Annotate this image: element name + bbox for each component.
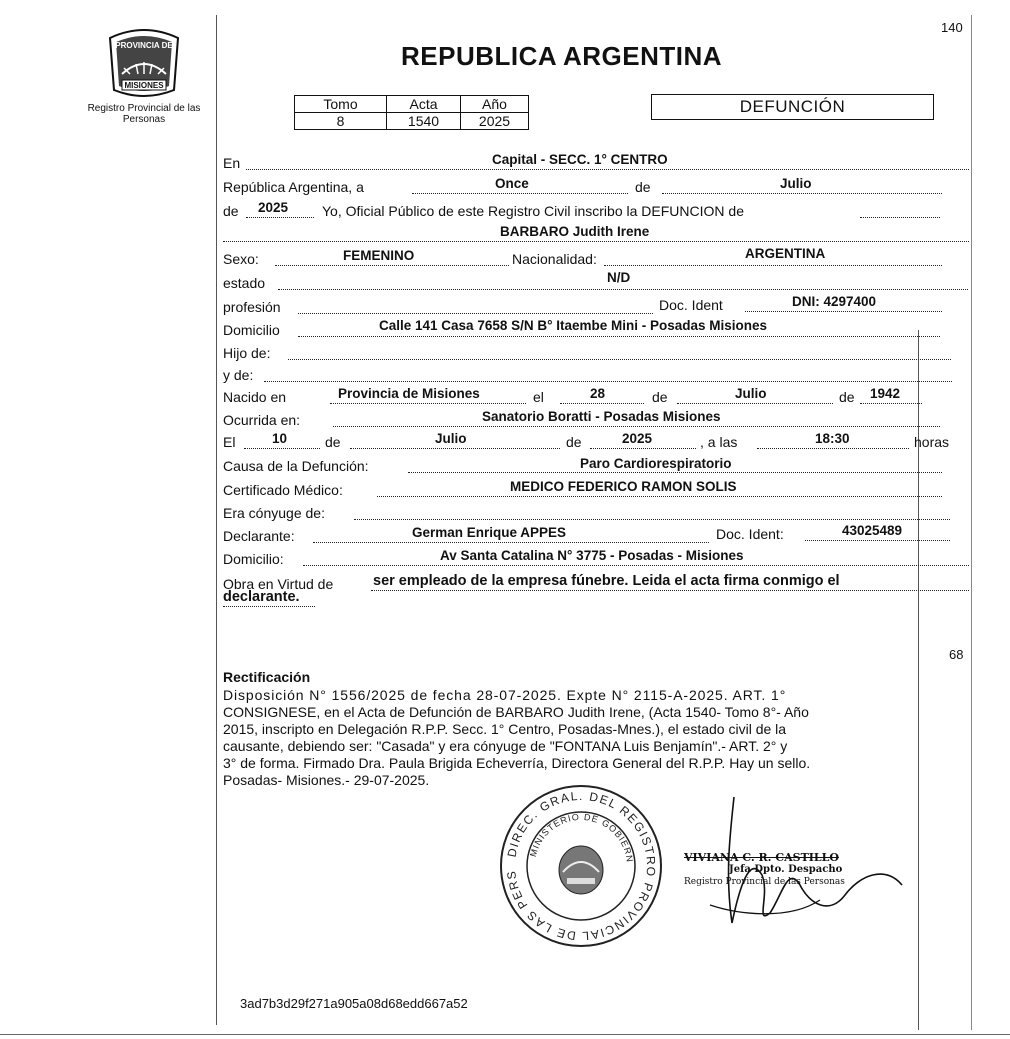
line-death-time [757,447,909,449]
label-obra: Obra en Virtud de [223,576,334,592]
line-en [246,168,969,170]
value-death-year: 2025 [622,431,653,446]
value-nacionalidad: ARGENTINA [745,246,826,261]
rectificacion-line-4: causante, debiendo ser: "Casada" y era cónyuge de "FONTANA Luis Benjamín".- ART. 2° y [223,738,788,754]
label-certificado: Certificado Médico: [223,482,343,498]
label-doc2: Doc. Ident: [716,526,784,542]
label-de-death-year: de [566,434,582,450]
label-domicilio2: Domicilio: [223,551,284,567]
value-declarante: German Enrique APPES [412,525,567,540]
value-birth-year: 1942 [870,386,901,401]
value-obra-1: ser empleado de la empresa fúnebre. Leida el acta firma conmigo el [373,573,840,589]
value-month: Julio [780,176,812,191]
value-en: Capital - SECC. 1° CENTRO [492,152,668,167]
value-tomo: 8 [295,113,387,130]
header-tomo: Tomo [295,96,387,113]
rectificacion-line-1: Disposición N° 1556/2025 de fecha 28-07-2025. Expte N° 2115-A-2025. ART. 1° [223,687,787,703]
line-yde [264,380,952,382]
label-el-birth: el [533,389,544,405]
bottom-edge-line [0,1034,1010,1035]
value-domicilio2: Av Santa Catalina N° 3775 - Posadas - Misiones [440,548,744,563]
value-deceased-name: BARBARO Judith Irene [500,224,650,239]
line-sexo [275,264,509,266]
line-birth-day [560,402,644,404]
seal-inner-text: MINISTERIO DE GOBIERN [527,811,635,864]
label-sexo: Sexo: [223,251,259,267]
rectificacion-body [223,687,970,789]
line-obra-2 [223,605,315,607]
page-number-top: 140 [941,20,963,35]
document-hash: 3ad7b3d29f271a905a08d68edd667a52 [240,996,468,1011]
label-en: En [223,155,241,171]
label-conyuge: Era cónyuge de: [223,505,325,521]
registry-label: Registro Provincial de las Personas [87,103,201,125]
label-de-birth-year: de [839,389,855,405]
value-obra-2: declarante. [223,589,300,605]
label-doc: Doc. Ident [659,297,723,313]
line-death-month [350,447,560,449]
line-inscribe [860,216,940,218]
line-declarante [313,541,709,543]
line-nacido [330,402,526,404]
logo-bottom-text: MISIONES [124,81,164,90]
label-de-month: de [635,179,651,195]
line-name [223,240,969,242]
value-sexo: FEMENINO [343,248,415,263]
line-birth-month [677,402,833,404]
header-acta: Acta [387,96,461,113]
line-domicilio2 [303,564,969,566]
line-death-year [590,447,696,449]
label-de-death-month: de [325,434,341,450]
value-domicilio: Calle 141 Casa 7658 S/N B° Itaembe Mini - Posadas Misiones [379,318,768,333]
rectificacion-line-5: 3° de forma. Firmado Dra. Paula Brigida Echeverría, Directora General del R.P.P. Hay un sello. [223,755,811,771]
label-nacionalidad: Nacionalidad: [512,251,597,267]
label-horas: horas [914,434,950,450]
header-anio: Año [461,96,529,113]
value-birth-day: 28 [590,386,606,401]
value-death-day: 10 [272,431,288,446]
value-birth-month: Julio [735,386,767,401]
label-alas: , a las [700,434,738,450]
line-ocurrida [333,425,940,427]
label-causa: Causa de la Defunción: [223,458,369,474]
label-declarante: Declarante: [223,528,295,544]
line-certificado [377,495,942,497]
record-type-box: DEFUNCIÓN [651,94,934,120]
right-margin-line-2 [971,15,972,1030]
line-day [412,192,628,194]
line-doc [745,310,942,312]
line-month [662,192,942,194]
left-margin-line [216,15,217,1025]
page-title: REPUBLICA ARGENTINA [401,41,723,71]
line-doc2 [805,539,950,541]
value-day-word: Once [495,176,529,191]
stamp-line-3: Registro Provincial de las Personas [684,877,845,887]
rectificacion-line-6: Posadas- Misiones.- 29-07-2025. [223,772,430,788]
value-death-month: Julio [435,431,467,446]
stamp-line-2: Jefa Dpto. Despacho [729,864,843,875]
line-conyuge [354,518,950,520]
label-estado: estado [223,275,266,291]
page-number-side: 68 [949,647,964,662]
logo-arc-text: PROVINCIA DE [115,41,173,50]
stamp-line-1: VIVIANA C. R. CASTILLO [684,851,839,864]
label-ocurrida: Ocurrida en: [223,412,301,428]
label-hijo: Hijo de: [223,345,271,361]
label-republica: República Argentina, a [223,179,364,195]
value-causa: Paro Cardiorespiratorio [580,456,732,471]
line-estado [278,288,968,290]
label-de-birth-month: de [652,389,668,405]
label-domicilio: Domicilio [223,322,280,338]
record-table [294,95,529,130]
line-hijo [288,358,951,360]
value-estado: N/D [607,270,631,285]
signature-stamp [684,852,845,888]
value-acta: 1540 [387,113,461,130]
line-causa [408,471,942,473]
seal-ring-text: DIREC. GRAL. DEL REGISTRO PROVINCIAL DE LAS PERS [503,788,659,944]
label-profesion: profesión [223,299,281,315]
rectificacion-line-2: CONSIGNESE, en el Acta de Defunción de BARBARO Judith Irene, (Acta 1540- Tomo 8°- Año [223,704,809,720]
line-year [246,216,314,218]
label-de-year: de [223,203,239,219]
province-logo [100,28,188,100]
official-seal [497,782,665,950]
value-year: 2025 [258,200,289,215]
rectificacion-heading: Rectificación [223,669,311,685]
value-death-time: 18:30 [815,431,850,446]
line-death-day [244,447,320,449]
value-anio: 2025 [461,113,529,130]
label-El-death: El [223,434,236,450]
value-doc2: 43025489 [842,523,903,538]
value-certificado: MEDICO FEDERICO RAMON SOLIS [510,479,737,494]
inscribe-text: Yo, Oficial Público de este Registro Civil inscribo la DEFUNCION de [322,203,744,219]
value-nacido: Provincia de Misiones [338,386,480,401]
label-yde: y de: [223,367,254,383]
label-nacido: Nacido en [223,389,287,405]
value-doc: DNI: 4297400 [792,294,877,309]
line-obra [371,589,969,591]
line-birth-year [860,402,922,404]
line-domicilio [298,335,940,337]
line-nacionalidad [604,264,942,266]
line-profesion [298,312,653,314]
value-ocurrida: Sanatorio Boratti - Posadas Misiones [482,409,721,424]
rectificacion-line-3: 2015, inscripto en Delegación R.P.P. Secc. 1° Centro, Posadas-Mnes.), el estado civil de la [223,721,787,737]
